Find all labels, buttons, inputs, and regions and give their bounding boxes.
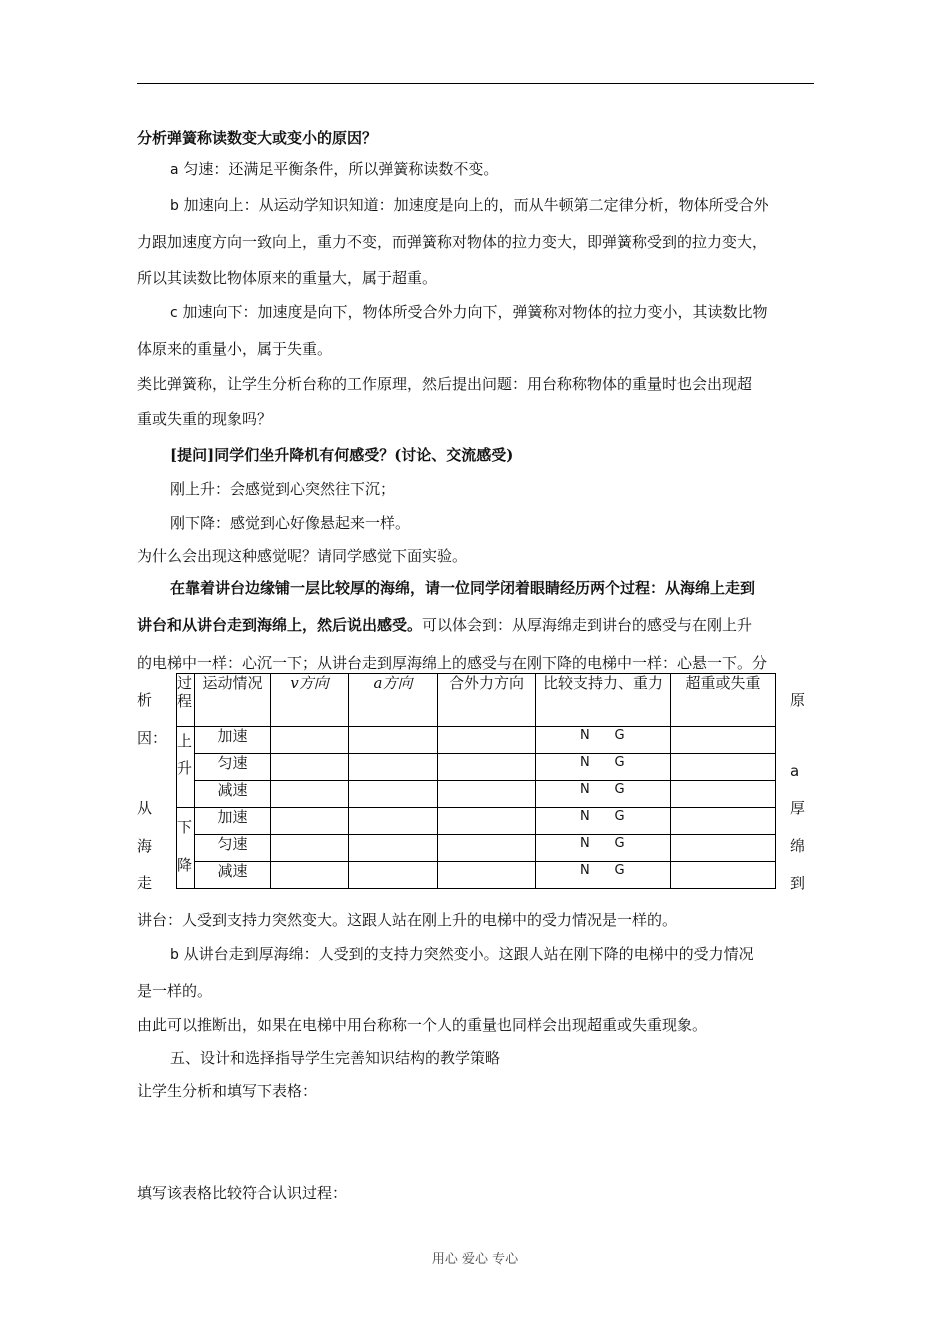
paragraph-a-text: 匀速：还满足平衡条件，所以弹簧称读数不变。 xyxy=(183,160,499,178)
empty-cell xyxy=(271,808,349,835)
header-net-force-direction: 合外力方向 xyxy=(438,674,536,727)
paragraph-b2-text: 从讲台走到厚海绵：人受到的支持力突然变小。这跟人站在刚下降的电梯中的受力情况 xyxy=(183,945,754,963)
empty-cell xyxy=(438,781,536,808)
after-table-line: 讲台：人受到支持力突然变大。这跟人站在刚上升的电梯中的受力情况是一样的。 xyxy=(137,911,678,929)
empty-cell xyxy=(438,835,536,862)
motion-cell: 加速 xyxy=(195,808,271,835)
header-rule xyxy=(137,83,814,84)
phase-falling: 下降 xyxy=(177,808,195,889)
paragraph-b2-line2: 是一样的。 xyxy=(137,982,213,1000)
why-line: 为什么会出现这种感觉呢？请同学感觉下面实验。 xyxy=(137,547,468,565)
header-process: 过程 xyxy=(177,674,195,727)
table-row xyxy=(177,754,776,781)
paragraph-b-line2: 力跟加速度方向一致向上，重力不变，而弹簧称对物体的拉力变大，即弹簧称受到的拉力变大， xyxy=(137,233,768,251)
paragraph-a xyxy=(170,159,850,180)
compare-cell xyxy=(536,727,671,754)
empty-cell xyxy=(438,754,536,781)
normal-force-label: N xyxy=(580,728,590,743)
section-heading: 分析弹簧称读数变大或变小的原因？ xyxy=(137,129,378,147)
normal-force-label: N xyxy=(580,809,590,824)
margin-right-4: 绵 xyxy=(790,837,806,855)
margin-left-1: 析 xyxy=(137,691,153,709)
margin-left-3: 从 xyxy=(137,799,153,817)
empty-cell xyxy=(349,754,438,781)
normal-force-label: N xyxy=(580,863,590,878)
table-header-row xyxy=(177,674,776,727)
motion-cell: 减速 xyxy=(195,862,271,889)
header-motion: 运动情况 xyxy=(195,674,271,727)
label-b: b xyxy=(170,198,179,214)
falling-feeling: 刚下降：感觉到心好像悬起来一样。 xyxy=(170,514,411,532)
empty-cell xyxy=(271,727,349,754)
empty-cell xyxy=(271,862,349,889)
inference-line: 由此可以推断出，如果在电梯中用台称称一个人的重量也同样会出现超重或失重现象。 xyxy=(137,1016,708,1034)
margin-right-1: 原 xyxy=(790,691,806,709)
compare-cell xyxy=(536,862,671,889)
compare-cell xyxy=(536,835,671,862)
empty-cell xyxy=(271,835,349,862)
empty-cell xyxy=(271,781,349,808)
rising-feeling: 刚上升：会感觉到心突然往下沉； xyxy=(170,480,396,498)
empty-cell xyxy=(271,754,349,781)
header-acceleration-direction: a方向 xyxy=(349,674,438,727)
paragraph-b-line1 xyxy=(170,195,850,216)
paragraph-b-line3: 所以其读数比物体原来的重量大，属于超重。 xyxy=(137,269,438,287)
label-b2: b xyxy=(170,947,179,963)
margin-right-3: 厚 xyxy=(790,799,806,817)
empty-cell xyxy=(349,835,438,862)
analogy-line2: 重或失重的现象吗？ xyxy=(137,410,273,428)
table-row xyxy=(177,862,776,889)
analogy-line1: 类比弹簧称，让学生分析台称的工作原理，然后提出问题：用台称称物体的重量时也会出现超 xyxy=(137,375,753,393)
empty-cell xyxy=(671,862,776,889)
section-five-heading: 五、设计和选择指导学生完善知识结构的教学策略 xyxy=(170,1049,501,1067)
empty-cell xyxy=(349,781,438,808)
gravity-label: G xyxy=(614,755,625,770)
experiment-normal: 可以体会到：从厚海绵走到讲台的感受与在刚上升 xyxy=(422,616,753,634)
compare-cell xyxy=(536,754,671,781)
experiment-line3: 的电梯中一样：心沉一下；从讲台走到厚海绵上的感受与在刚下降的电梯中一样：心悬一下。分 xyxy=(137,654,768,672)
header-overweight-weightless: 超重或失重 xyxy=(671,674,776,727)
gravity-label: G xyxy=(614,782,625,797)
motion-cell: 减速 xyxy=(195,781,271,808)
paragraph-c-line2: 体原来的重量小，属于失重。 xyxy=(137,340,333,358)
empty-cell xyxy=(349,727,438,754)
normal-force-label: N xyxy=(580,755,590,770)
paragraph-b2-line1 xyxy=(170,944,850,965)
experiment-line1: 在靠着讲台边缘铺一层比较厚的海绵，请一位同学闭着眼睛经历两个过程：从海绵上走到 xyxy=(170,579,756,597)
normal-force-label: N xyxy=(580,836,590,851)
compare-cell xyxy=(536,808,671,835)
table-row xyxy=(177,808,776,835)
motion-cell: 匀速 xyxy=(195,835,271,862)
empty-cell xyxy=(438,862,536,889)
empty-cell xyxy=(671,808,776,835)
margin-left-2: 因： xyxy=(137,729,168,747)
gravity-label: G xyxy=(614,809,625,824)
table-row xyxy=(177,835,776,862)
empty-cell xyxy=(671,781,776,808)
table-row xyxy=(177,781,776,808)
margin-left-4: 海 xyxy=(137,837,153,855)
fill-table-instruction: 让学生分析和填写下表格： xyxy=(137,1082,318,1100)
margin-right-2: a xyxy=(790,762,800,780)
elevator-force-table xyxy=(176,673,776,889)
empty-cell xyxy=(349,862,438,889)
empty-cell xyxy=(438,808,536,835)
label-a: a xyxy=(170,162,179,178)
paragraph-c-line1 xyxy=(170,302,850,323)
normal-force-label: N xyxy=(580,782,590,797)
empty-cell xyxy=(671,754,776,781)
empty-cell xyxy=(671,835,776,862)
label-c: c xyxy=(170,305,178,321)
header-velocity-direction: v方向 xyxy=(271,674,349,727)
table-row xyxy=(177,727,776,754)
paragraph-b-text: 加速向上：从运动学知识知道：加速度是向上的，而从牛顿第二定律分析，物体所受合外 xyxy=(183,196,769,214)
gravity-label: G xyxy=(614,863,625,878)
compare-cell xyxy=(536,781,671,808)
empty-cell xyxy=(438,727,536,754)
gravity-label: G xyxy=(614,836,625,851)
empty-cell xyxy=(671,727,776,754)
margin-right-5: 到 xyxy=(790,874,806,892)
gravity-label: G xyxy=(614,728,625,743)
experiment-bold: 讲台和从讲台走到海绵上，然后说出感受。 xyxy=(137,616,423,634)
experiment-line2 xyxy=(137,615,817,635)
page-footer: 用心 爱心 专心 xyxy=(431,1252,519,1267)
margin-left-5: 走 xyxy=(137,874,153,892)
empty-cell xyxy=(349,808,438,835)
motion-cell: 加速 xyxy=(195,727,271,754)
phase-rising: 上升 xyxy=(177,727,195,808)
paragraph-c-text: 加速向下：加速度是向下，物体所受合外力向下，弹簧称对物体的拉力变小，其读数比物 xyxy=(182,303,768,321)
header-compare-forces: 比较支持力、重力 xyxy=(536,674,671,727)
question-heading: [提问]同学们坐升降机有何感受？(讨论、交流感受) xyxy=(170,446,514,464)
motion-cell: 匀速 xyxy=(195,754,271,781)
fill-compare-line: 填写该表格比较符合认识过程： xyxy=(137,1184,348,1202)
